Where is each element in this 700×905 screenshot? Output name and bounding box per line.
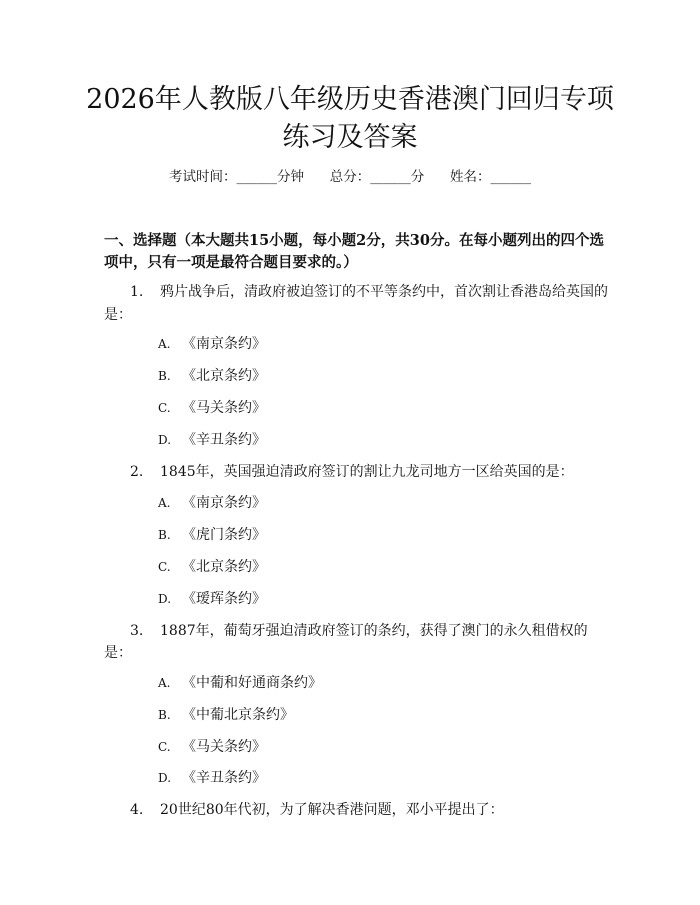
option-letter: C. — [158, 401, 171, 415]
option-c[interactable] — [158, 557, 266, 577]
option-letter: A. — [158, 337, 171, 351]
option-text: 《辛丑条约》 — [182, 770, 266, 786]
option-text: 《马关条约》 — [182, 739, 266, 755]
option-letter: B. — [158, 369, 171, 383]
option-b[interactable] — [158, 705, 294, 725]
option-letter: A. — [158, 496, 171, 510]
option-a[interactable] — [158, 493, 266, 513]
question-text: 1887年，葡萄牙强迫清政府签订的条约，获得了澳门的永久租借权的 — [160, 623, 588, 639]
exam-info-line: 考试时间：______分钟 总分：______分 姓名：______ — [169, 169, 531, 185]
option-text: 《中葡北京条约》 — [182, 707, 294, 723]
option-b[interactable] — [158, 366, 266, 386]
section-heading-line2: 项中，只有一项是最符合题目要求的。） — [104, 254, 358, 271]
option-d[interactable] — [158, 768, 266, 788]
option-letter: B. — [158, 708, 171, 722]
option-text: 《北京条约》 — [182, 368, 266, 384]
question-text: 鸦片战争后，清政府被迫签订的不平等条约中，首次割让香港岛给英国的 — [160, 284, 608, 300]
question-text-continued: 是： — [104, 307, 132, 323]
question-text-continued: 是： — [104, 645, 132, 661]
option-c[interactable] — [158, 737, 266, 757]
option-d[interactable] — [158, 430, 266, 450]
option-a[interactable] — [158, 673, 322, 693]
question-number: 3. — [130, 623, 144, 639]
option-letter: C. — [158, 560, 171, 574]
option-d[interactable] — [158, 589, 266, 609]
question-number: 2. — [130, 464, 144, 480]
option-text: 《北京条约》 — [182, 559, 266, 575]
option-text: 《马关条约》 — [182, 400, 266, 416]
section-heading-line1: 一、选择题（本大题共15小题，每小题2分，共30分。在每小题列出的四个选 — [104, 232, 604, 249]
option-text: 《瑷珲条约》 — [182, 591, 266, 607]
document-title-line2: 练习及答案 — [282, 122, 418, 153]
option-text: 《辛丑条约》 — [182, 432, 266, 448]
question-number: 1. — [130, 284, 144, 300]
option-letter: A. — [158, 676, 171, 690]
question-number: 4. — [130, 802, 144, 818]
option-c[interactable] — [158, 398, 266, 418]
option-letter: C. — [158, 740, 171, 754]
option-letter: B. — [158, 528, 171, 542]
option-letter: D. — [158, 433, 172, 447]
option-a[interactable] — [158, 334, 266, 354]
document-title-line1: 2026年人教版八年级历史香港澳门回归专项 — [86, 84, 614, 115]
question-text: 1845年，英国强迫清政府签订的割让九龙司地方一区给英国的是： — [160, 464, 574, 480]
option-text: 《中葡和好通商条约》 — [182, 675, 322, 691]
option-b[interactable] — [158, 525, 266, 545]
option-text: 《虎门条约》 — [182, 527, 266, 543]
option-text: 《南京条约》 — [182, 495, 266, 511]
option-letter: D. — [158, 771, 172, 785]
option-letter: D. — [158, 592, 172, 606]
option-text: 《南京条约》 — [182, 336, 266, 352]
question-text: 20世纪80年代初，为了解决香港问题，邓小平提出了： — [160, 802, 504, 818]
